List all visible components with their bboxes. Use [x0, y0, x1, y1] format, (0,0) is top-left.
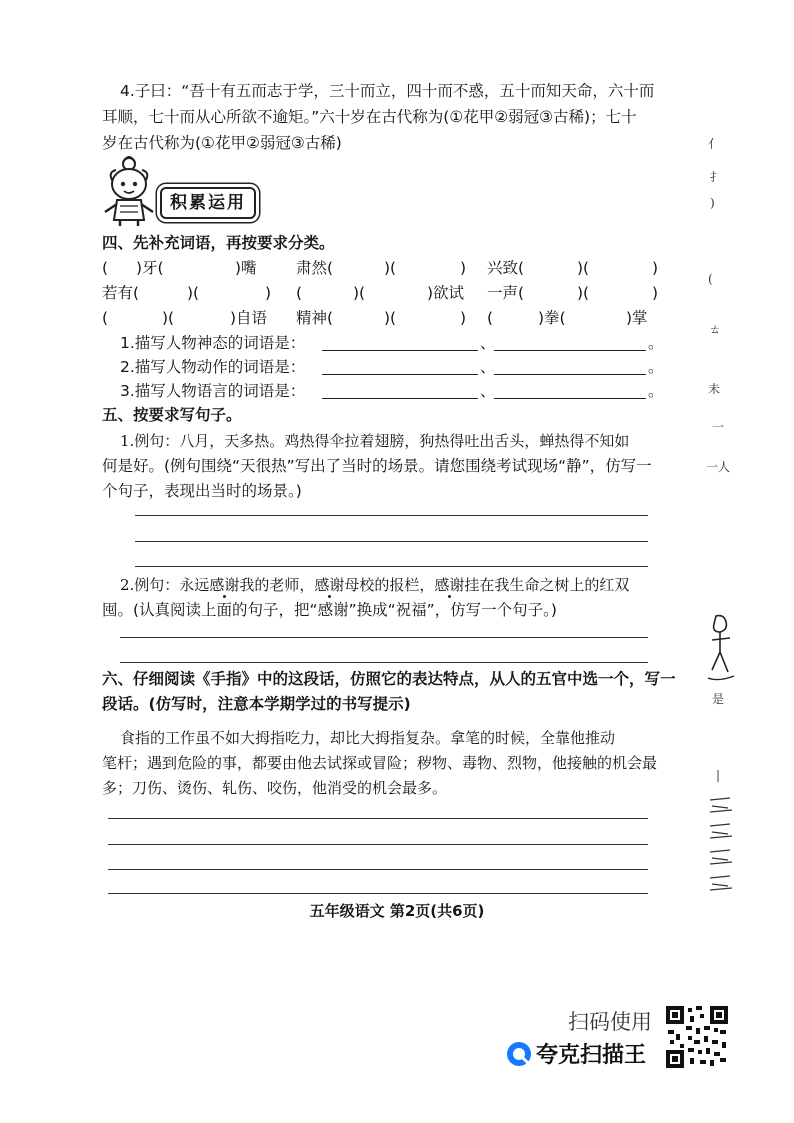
word-cell: 若有( — [102, 284, 140, 302]
word-cell: )( — [577, 259, 590, 277]
s6-passage-line2: 笔杆；遇到危险的事，都要由他去试探或冒险；秽物、毒物、烈物，他接触的机会最 — [102, 754, 658, 772]
s6-passage-line3: 多；刀伤、烫伤、轧伤、咬伤，他消受的机会最多。 — [102, 779, 448, 797]
word-cell: ( — [102, 259, 109, 277]
word-cell: 一声( — [487, 284, 525, 302]
word-cell: ( — [102, 309, 109, 327]
writing-line[interactable] — [108, 869, 648, 870]
s6-title-line2: 段话。(仿写时，注意本学期学过的书写提示) — [102, 695, 411, 713]
margin-mark: | — [716, 768, 721, 782]
separator: 、 — [480, 358, 496, 376]
word-cell: )拳( — [538, 309, 566, 327]
word-cell: )( — [577, 284, 590, 302]
answer-blank[interactable] — [322, 398, 478, 399]
s5-title: 五、按要求写句子。 — [102, 406, 242, 424]
s4-word-row-3 — [102, 306, 662, 330]
s4-title: 四、先补充词语，再按要求分类。 — [102, 234, 335, 252]
s6-passage-line1: 食指的工作虽不如大拇指吃力，却比大拇指复杂。拿笔的时候，全靠他推动 — [120, 729, 616, 747]
margin-mark: 一 — [712, 420, 725, 434]
s5-q2-line2: 囤。(认真阅读上面的句子，把“感谢”换成“祝福”，仿写一个句子。) — [102, 601, 557, 619]
margin-mark: 未 — [708, 382, 721, 396]
answer-blank[interactable] — [322, 374, 478, 375]
word-cell: )欲试 — [427, 284, 465, 302]
margin-mark: 亻 — [708, 137, 721, 151]
end-mark: 。 — [648, 382, 664, 400]
word-cell: 精神( — [296, 309, 334, 327]
section-banner: 积累运用 — [160, 187, 256, 219]
margin-mark: 是 — [712, 692, 725, 706]
margin-mark: 一人 — [706, 460, 731, 474]
s5-q1-line3: 个句子，表现出当时的场景。) — [102, 482, 302, 500]
scan-label: 扫码使用 — [568, 1010, 652, 1034]
separator: 、 — [480, 334, 496, 352]
emphasized-word: 感谢 — [314, 576, 345, 594]
word-cell: )( — [187, 284, 200, 302]
word-cell: )( — [384, 309, 397, 327]
writing-line[interactable] — [120, 637, 648, 638]
word-cell: )嘴 — [235, 259, 257, 277]
word-cell: ) — [265, 284, 272, 302]
writing-line[interactable] — [135, 566, 648, 567]
word-cell: )( — [162, 309, 175, 327]
mascot-doll-icon — [100, 154, 158, 228]
word-cell: )牙( — [136, 259, 164, 277]
word-cell: ) — [460, 309, 467, 327]
text-part: 我的老师， — [239, 576, 315, 594]
s5-q2-line1 — [120, 573, 629, 597]
word-cell: )自语 — [230, 309, 268, 327]
q4-line1: 4.子曰：“吾十有五而志于学，三十而立，四十而不惑，五十而知天命，六十而 — [120, 82, 655, 100]
word-cell: ( — [296, 284, 303, 302]
s4-item-1-label: 1.描写人物神态的词语是： — [120, 334, 306, 352]
word-cell: )( — [384, 259, 397, 277]
writing-line[interactable] — [135, 515, 648, 516]
word-cell: 兴致( — [487, 259, 525, 277]
margin-mark: ( — [708, 272, 713, 286]
margin-scribbles-icon — [708, 790, 734, 898]
word-cell: ) — [460, 259, 467, 277]
q4-line2: 耳顺，七十而从心所欲不逾矩。”六十岁在古代称为(①花甲②弱冠③古稀)；七十 — [102, 108, 637, 126]
margin-mark: ㄊ — [709, 322, 722, 336]
page-footer: 五年级语文 第2页(共6页) — [309, 902, 485, 920]
qr-code-icon[interactable] — [666, 1006, 728, 1068]
emphasized-word: 感谢 — [209, 576, 240, 594]
writing-line[interactable] — [108, 844, 648, 845]
end-mark: 。 — [648, 358, 664, 376]
s4-word-row-1 — [102, 256, 662, 280]
writing-line[interactable] — [120, 662, 648, 663]
emphasized-word: 感谢 — [434, 576, 465, 594]
word-cell: ( — [487, 309, 494, 327]
answer-blank[interactable] — [494, 374, 646, 375]
s4-item-3-label: 3.描写人物语言的词语是： — [120, 382, 306, 400]
margin-mark: 扌 — [710, 170, 723, 184]
word-cell: )( — [353, 284, 366, 302]
s6-title-line1: 六、仔细阅读《手指》中的这段话，仿照它的表达特点，从人的五官中选一个，写一 — [102, 670, 676, 688]
writing-line[interactable] — [108, 893, 648, 894]
word-cell: )掌 — [626, 309, 648, 327]
writing-line[interactable] — [135, 541, 648, 542]
answer-blank[interactable] — [494, 398, 646, 399]
s4-word-row-2 — [102, 281, 662, 305]
scanner-brand: 夸克扫描王 — [536, 1043, 647, 1068]
word-cell: 肃然( — [296, 259, 334, 277]
answer-blank[interactable] — [494, 350, 646, 351]
word-cell: ) — [652, 259, 659, 277]
end-mark: 。 — [648, 334, 664, 352]
separator: 、 — [480, 382, 496, 400]
text-part: 母校的报栏， — [344, 576, 435, 594]
scanner-logo-icon — [506, 1041, 532, 1067]
writing-line[interactable] — [108, 818, 648, 819]
s5-q1-line1: 1.例句：八月，天多热。鸡热得伞拉着翅膀，狗热得吐出舌头，蝉热得不知如 — [120, 432, 630, 450]
word-cell: ) — [652, 284, 659, 302]
margin-mark: ) — [710, 196, 715, 210]
answer-blank[interactable] — [322, 350, 478, 351]
margin-sketch-icon — [704, 612, 738, 686]
s4-item-2-label: 2.描写人物动作的词语是： — [120, 358, 306, 376]
q4-line3: 岁在古代称为(①花甲②弱冠③古稀) — [102, 134, 342, 152]
s5-q1-line2: 何是好。(例句围绕“天很热”写出了当时的场景。请您围绕考试现场“静”，仿写一 — [102, 457, 652, 475]
text-part: 2.例句：永远 — [120, 576, 210, 594]
text-part: 挂在我生命之树上的红双 — [464, 576, 630, 594]
